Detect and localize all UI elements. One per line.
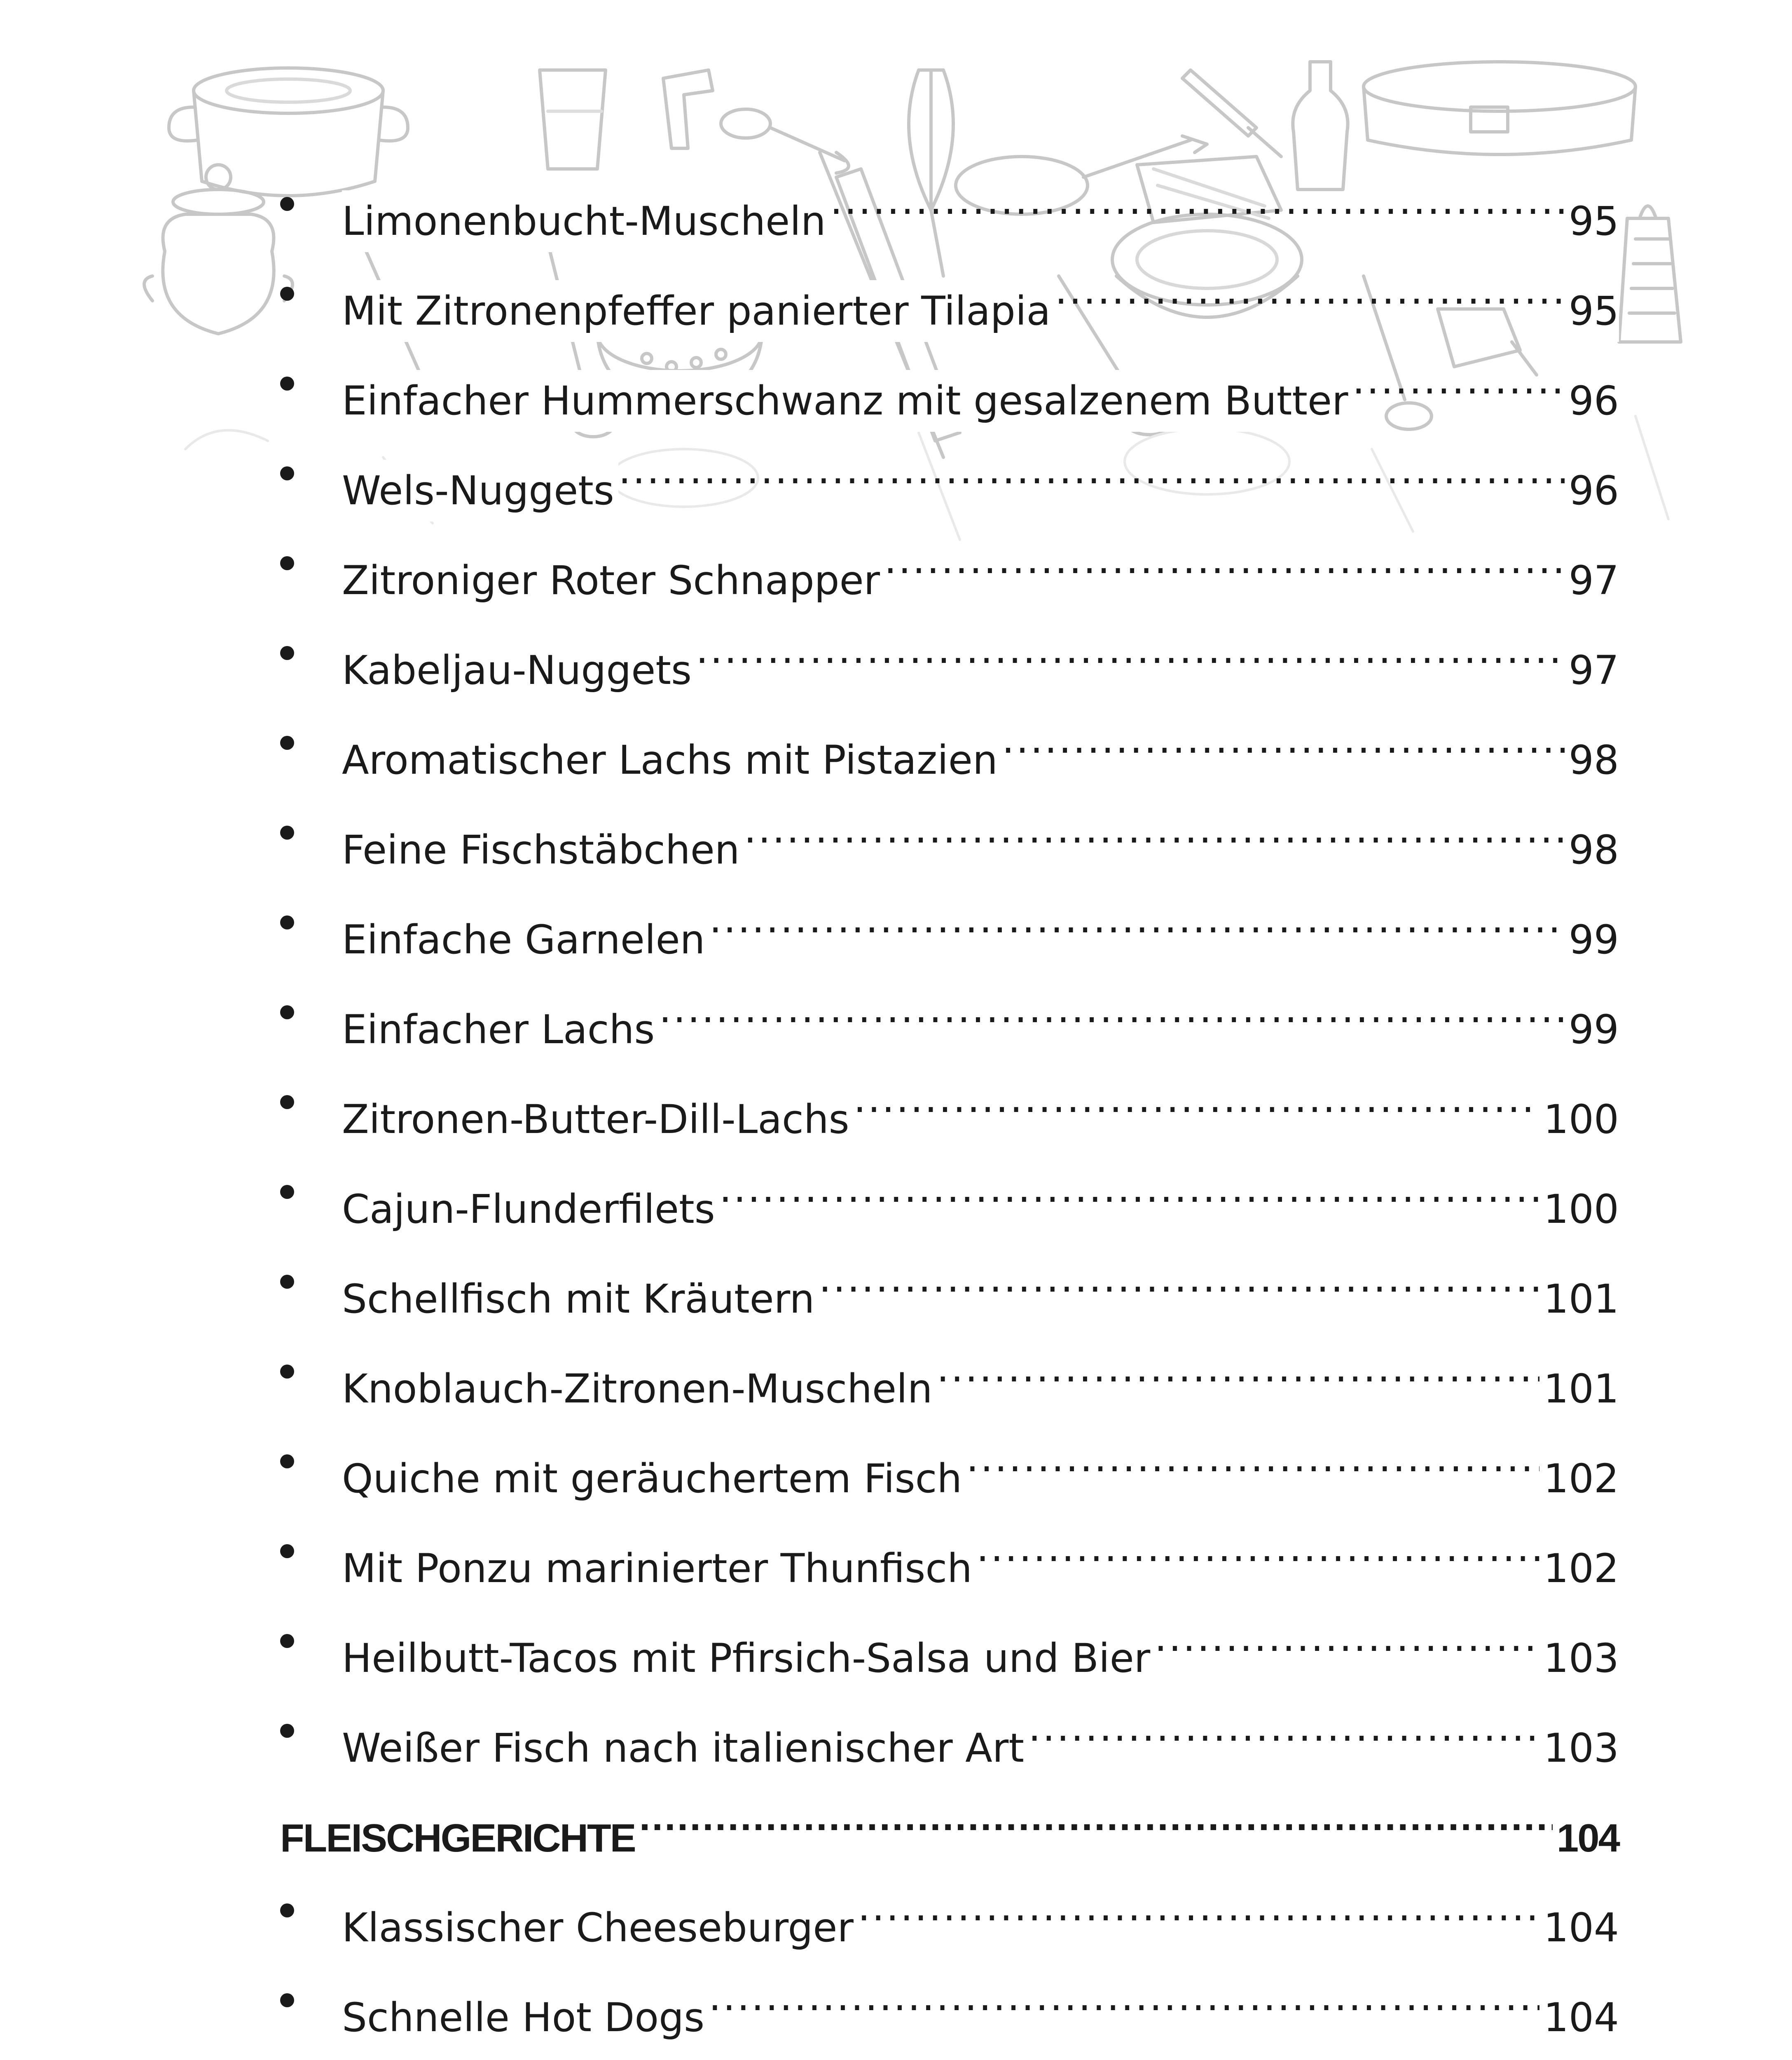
toc-entry[interactable] bbox=[280, 712, 1619, 783]
dot-leader bbox=[854, 1071, 1539, 1133]
toc-entry-body bbox=[342, 173, 1619, 244]
toc-page-number: 97 bbox=[1565, 639, 1619, 701]
bullet-icon bbox=[280, 556, 294, 570]
bullet-icon bbox=[280, 1724, 294, 1738]
toc-entry-body bbox=[342, 263, 1619, 334]
toc-entry[interactable] bbox=[280, 173, 1619, 244]
bullet-icon bbox=[280, 1365, 294, 1379]
toc-entry[interactable] bbox=[280, 981, 1619, 1053]
toc-entry[interactable] bbox=[280, 442, 1619, 514]
toc-entry[interactable] bbox=[280, 802, 1619, 873]
toc-entry[interactable] bbox=[280, 1161, 1619, 1232]
toc-entry-title: Zitronen-Butter-Dill-Lachs bbox=[342, 1089, 854, 1150]
dot-leader bbox=[1028, 1700, 1539, 1762]
toc-entry-title: Klassischer Cheeseburger bbox=[342, 1897, 858, 1959]
toc-page-number: 95 bbox=[1565, 190, 1619, 252]
toc-page-number: 102 bbox=[1539, 1448, 1619, 1510]
toc-entry-body bbox=[342, 712, 1619, 783]
peeler-icon bbox=[663, 70, 713, 148]
toc-section-heading[interactable] bbox=[280, 1790, 1619, 1860]
toc-page-number: 101 bbox=[1539, 1268, 1619, 1330]
jar-icon bbox=[144, 165, 292, 334]
toc-entry-body bbox=[342, 442, 1619, 514]
dot-leader bbox=[966, 1430, 1539, 1492]
toc-entry[interactable] bbox=[280, 892, 1619, 963]
toc-entry[interactable] bbox=[280, 532, 1619, 604]
toc-entry-title: Wels-Nuggets bbox=[342, 460, 618, 522]
bullet-icon bbox=[280, 1095, 294, 1109]
toc-entry-body bbox=[342, 532, 1619, 604]
dot-leader bbox=[819, 1251, 1539, 1313]
toc-entry[interactable] bbox=[280, 1700, 1619, 1771]
toc-entry-title: Knoblauch-Zitronen-Muscheln bbox=[342, 1358, 937, 1420]
bullet-icon bbox=[280, 1454, 294, 1468]
toc-entry-body bbox=[342, 1071, 1619, 1142]
dot-leader bbox=[618, 442, 1565, 504]
toc-entry[interactable] bbox=[280, 622, 1619, 693]
toc-entry-title: Schellfisch mit Kräutern bbox=[342, 1268, 819, 1330]
toc-entry-title: Mit Ponzu marinierter Thunfisch bbox=[342, 1538, 976, 1599]
toc-page-number: 100 bbox=[1539, 1089, 1619, 1150]
bullet-icon bbox=[280, 1903, 294, 1917]
glass-icon bbox=[540, 70, 606, 169]
toc-entry-body bbox=[342, 1969, 1619, 2041]
dot-leader bbox=[1055, 263, 1564, 325]
toc-entry-title: Zitroniger Roter Schnapper bbox=[342, 550, 884, 611]
bullet-icon bbox=[280, 1634, 294, 1648]
toc-entry[interactable] bbox=[280, 1071, 1619, 1142]
bullet-icon bbox=[280, 826, 294, 840]
toc-entry-body bbox=[342, 1700, 1619, 1771]
grater-icon bbox=[1619, 206, 1681, 342]
toc-entry-body bbox=[342, 802, 1619, 873]
dot-leader bbox=[719, 1161, 1539, 1223]
toc-entry-title: Einfache Garnelen bbox=[342, 909, 709, 971]
toc-page-number: 104 bbox=[1553, 1807, 1619, 1869]
bullet-icon bbox=[280, 466, 294, 480]
toc-entry-title: FLEISCHGERICHTE bbox=[280, 1807, 639, 1869]
toc-entry[interactable] bbox=[280, 1520, 1619, 1592]
dot-leader bbox=[830, 173, 1565, 235]
dot-leader bbox=[1002, 712, 1565, 774]
toc-entry-body bbox=[342, 1430, 1619, 1502]
toc-entry[interactable] bbox=[280, 1610, 1619, 1681]
dot-leader bbox=[709, 1969, 1539, 2031]
toc-entry-body bbox=[342, 1161, 1619, 1232]
toc-entry-title: Aromatischer Lachs mit Pistazien bbox=[342, 729, 1002, 791]
bullet-icon bbox=[280, 287, 294, 301]
dot-leader bbox=[659, 981, 1564, 1043]
bullet-icon bbox=[280, 1993, 294, 2007]
bullet-icon bbox=[280, 1275, 294, 1289]
toc-page-number: 104 bbox=[1539, 1987, 1619, 2048]
dot-leader bbox=[884, 532, 1565, 594]
toc-entry-body bbox=[342, 1880, 1619, 1951]
toc-entry[interactable] bbox=[280, 1969, 1619, 2041]
bullet-icon bbox=[280, 197, 294, 211]
toc-entry-title: Einfacher Lachs bbox=[342, 999, 659, 1060]
toc-entry-title: Einfacher Hummerschwanz mit gesalzenem Butter bbox=[342, 370, 1352, 432]
toc-entry-title: Schnelle Hot Dogs bbox=[342, 1987, 709, 2048]
toc-page-number: 103 bbox=[1539, 1627, 1619, 1689]
knife-icon bbox=[1182, 70, 1281, 157]
dot-leader bbox=[709, 892, 1564, 953]
toc-entry[interactable] bbox=[280, 1251, 1619, 1322]
toc-page-number: 103 bbox=[1539, 1717, 1619, 1779]
toc-page-number: 99 bbox=[1565, 999, 1619, 1060]
toc-entry-body bbox=[342, 1520, 1619, 1592]
toc-entry[interactable] bbox=[280, 353, 1619, 424]
toc-page-number: 96 bbox=[1565, 460, 1619, 522]
bullet-icon bbox=[280, 646, 294, 660]
toc-entry-body bbox=[342, 1341, 1619, 1412]
toc-entry-title: Kabeljau-Nuggets bbox=[342, 639, 696, 701]
toc-entry[interactable] bbox=[280, 1880, 1619, 1951]
spoon-icon bbox=[721, 109, 849, 173]
toc-entry-body bbox=[280, 1790, 1619, 1860]
springform-icon bbox=[1364, 62, 1635, 154]
toc-page-number: 98 bbox=[1565, 819, 1619, 881]
toc-entry-body bbox=[342, 892, 1619, 963]
toc-entry-body bbox=[342, 353, 1619, 424]
dot-leader bbox=[858, 1880, 1539, 1941]
toc-page-number: 97 bbox=[1565, 550, 1619, 611]
bullet-icon bbox=[280, 915, 294, 929]
toc-entry-body bbox=[342, 1251, 1619, 1322]
dot-leader bbox=[1352, 353, 1565, 414]
bullet-icon bbox=[280, 736, 294, 750]
toc-page-number: 102 bbox=[1539, 1538, 1619, 1599]
toc-page-number: 104 bbox=[1539, 1897, 1619, 1959]
bullet-icon bbox=[280, 1005, 294, 1019]
toc-entry[interactable] bbox=[280, 1341, 1619, 1412]
toc-entry-body bbox=[342, 622, 1619, 693]
dot-leader bbox=[696, 622, 1565, 684]
toc-entry-title: Mit Zitronenpfeffer panierter Tilapia bbox=[342, 280, 1055, 342]
dot-leader bbox=[976, 1520, 1539, 1582]
dot-leader bbox=[639, 1790, 1553, 1852]
toc-page-number: 100 bbox=[1539, 1178, 1619, 1240]
toc-page-number: 99 bbox=[1565, 909, 1619, 971]
toc-entry-title: Cajun-Flunderfilets bbox=[342, 1178, 719, 1240]
toc-entry-title: Heilbutt-Tacos mit Pfirsich-Salsa und Bier bbox=[342, 1627, 1154, 1689]
toc-entry[interactable] bbox=[280, 1430, 1619, 1502]
bullet-icon bbox=[280, 377, 294, 391]
bottle-icon bbox=[1293, 62, 1348, 190]
bullet-icon bbox=[280, 1185, 294, 1199]
dot-leader bbox=[744, 802, 1565, 864]
toc-entry-body bbox=[342, 1610, 1619, 1681]
toc-entry[interactable] bbox=[280, 263, 1619, 334]
toc-entry-title: Feine Fischstäbchen bbox=[342, 819, 744, 881]
bullet-icon bbox=[280, 1544, 294, 1558]
toc-entry-title: Limonenbucht-Muscheln bbox=[342, 190, 830, 252]
dot-leader bbox=[937, 1341, 1539, 1402]
toc-entry-body bbox=[342, 981, 1619, 1053]
toc-entry-title: Quiche mit geräuchertem Fisch bbox=[342, 1448, 966, 1510]
dot-leader bbox=[1154, 1610, 1539, 1672]
toc-entry-title: Weißer Fisch nach italienischer Art bbox=[342, 1717, 1028, 1779]
toc-page-number: 101 bbox=[1539, 1358, 1619, 1420]
toc-page-number: 96 bbox=[1565, 370, 1619, 432]
toc-page-number: 98 bbox=[1565, 729, 1619, 791]
toc-page-number: 95 bbox=[1565, 280, 1619, 342]
